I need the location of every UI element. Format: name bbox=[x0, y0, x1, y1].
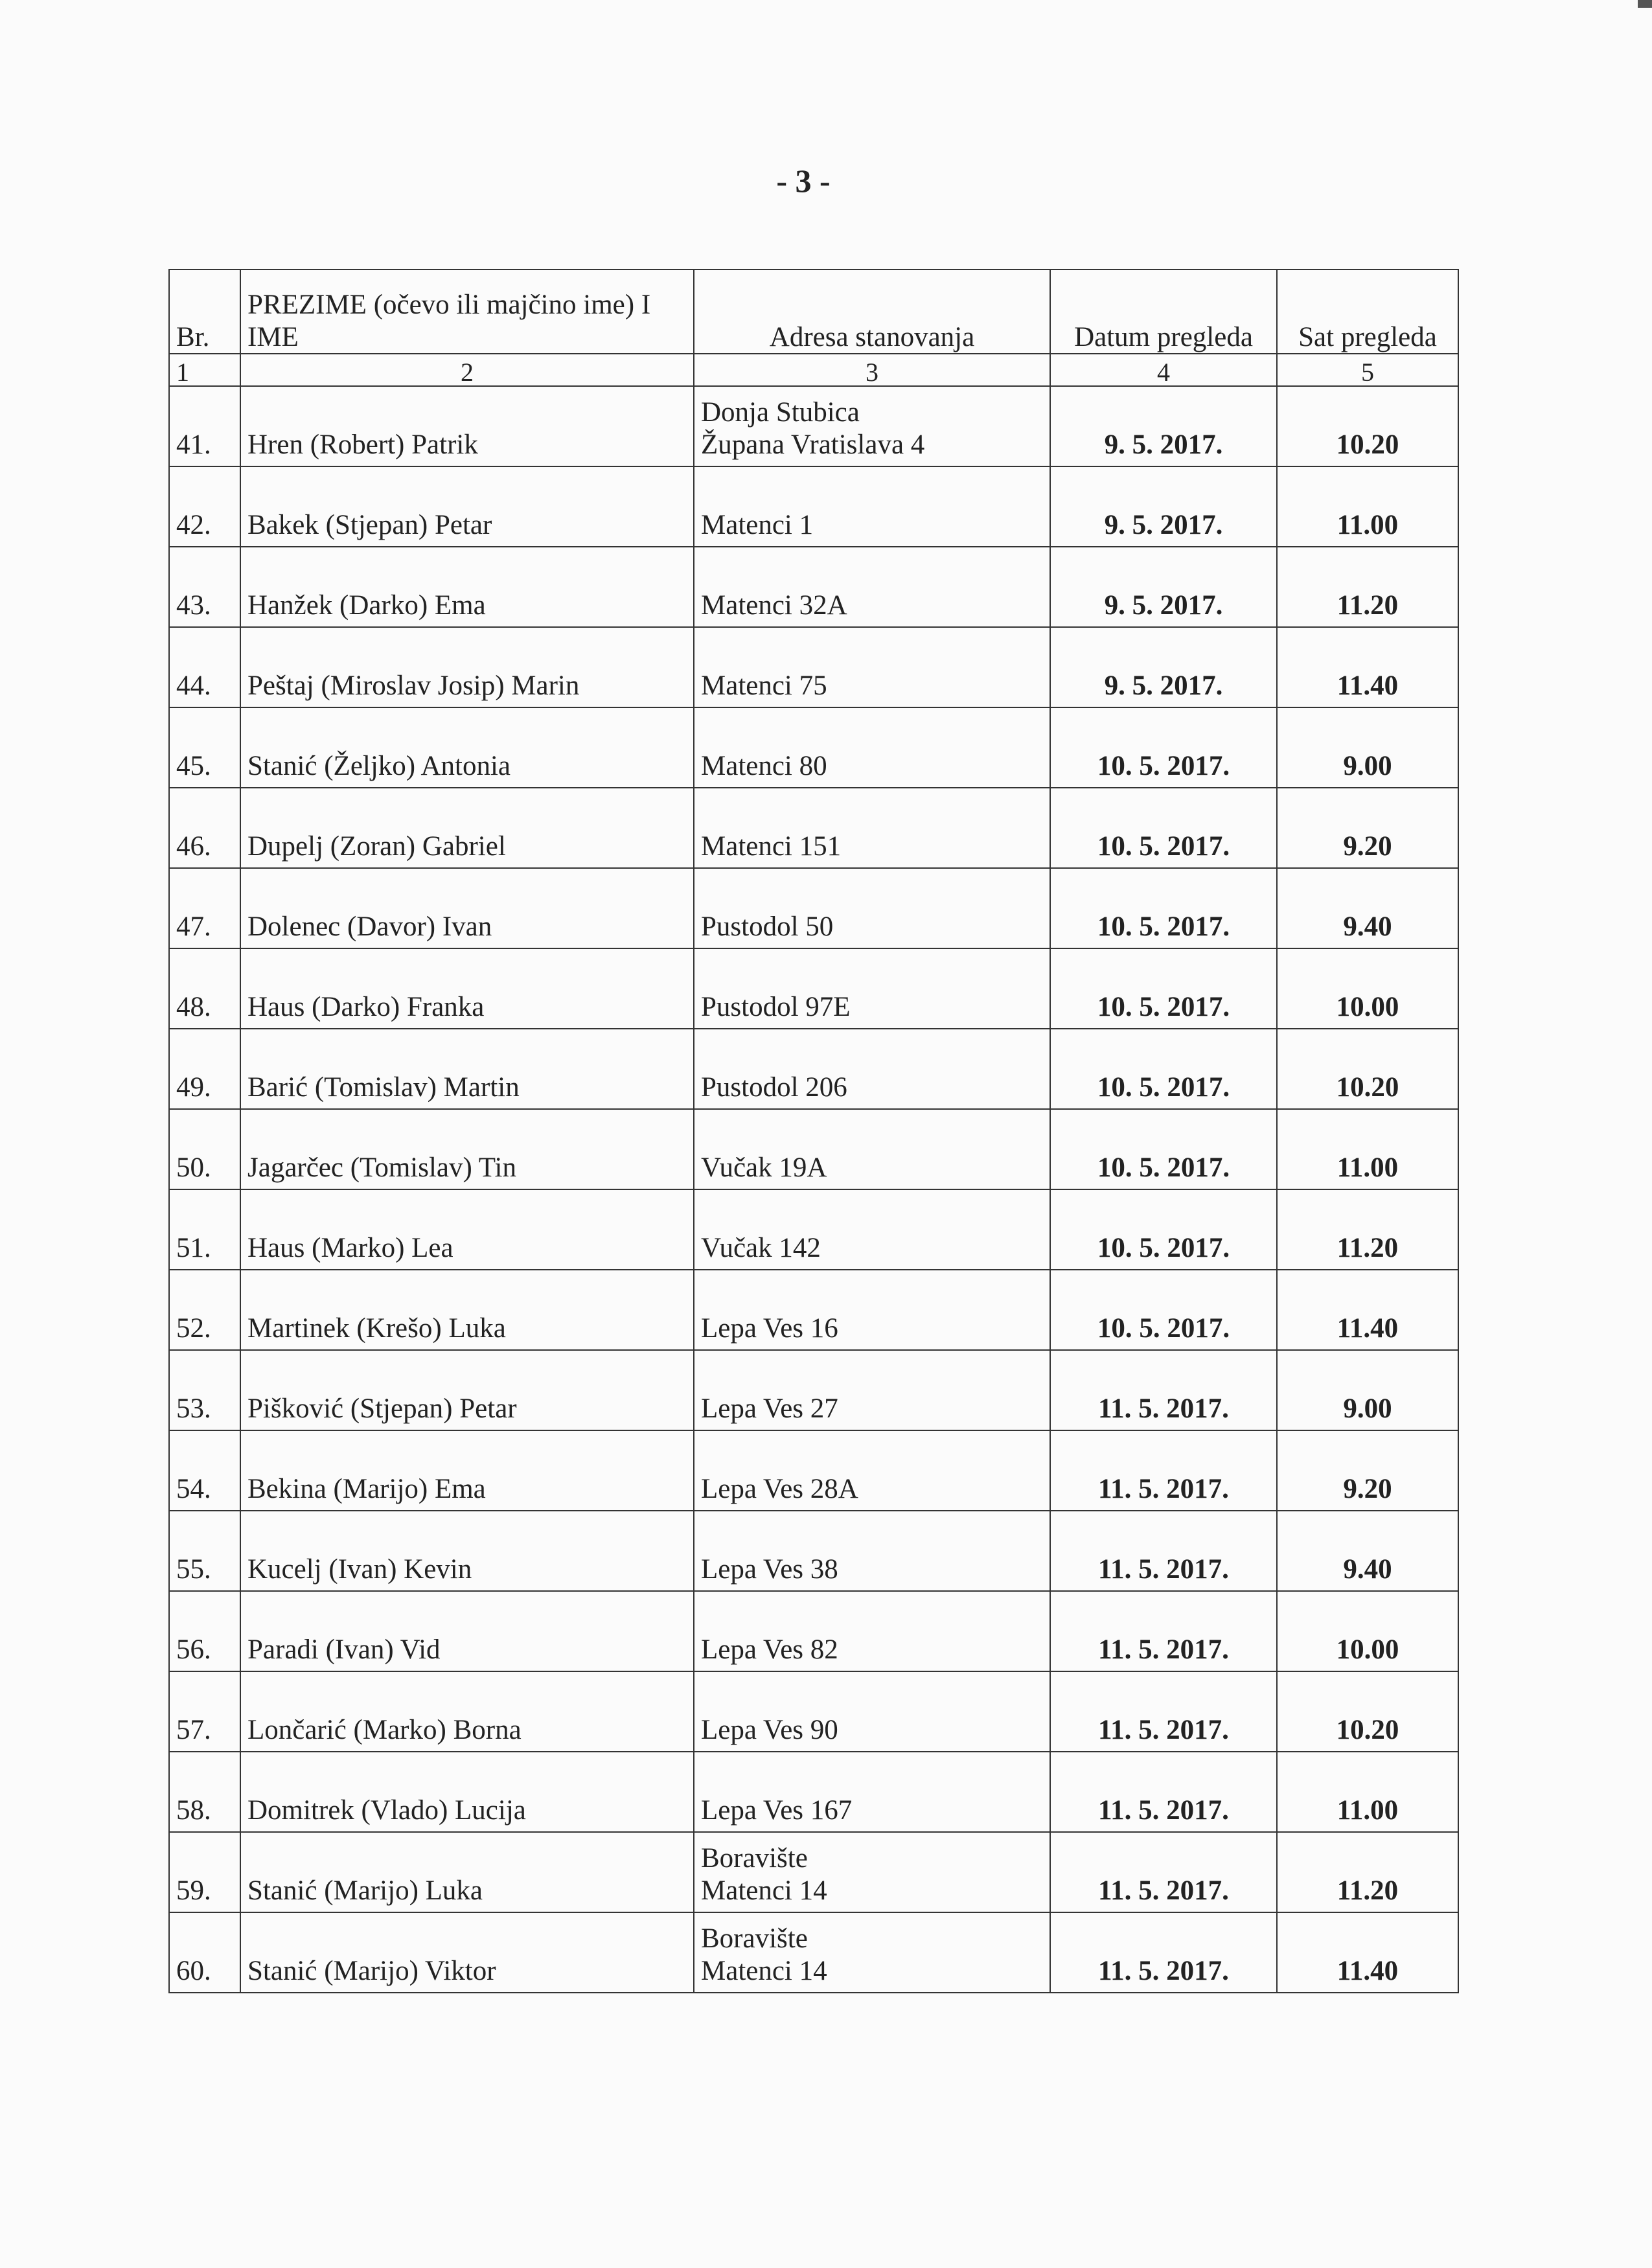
row-number: 60. bbox=[169, 1912, 240, 1993]
row-number: 51. bbox=[169, 1189, 240, 1270]
address-line: Matenci 32A bbox=[701, 590, 847, 621]
row-date: 9. 5. 2017. bbox=[1050, 386, 1277, 466]
row-time: 10.20 bbox=[1277, 386, 1458, 466]
row-address bbox=[694, 707, 1050, 788]
column-number-row bbox=[169, 354, 1458, 386]
page-number: - 3 - bbox=[776, 163, 831, 199]
row-number: 46. bbox=[169, 788, 240, 868]
row-date: 11. 5. 2017. bbox=[1050, 1350, 1277, 1430]
row-name: Stanić (Željko) Antonia bbox=[240, 707, 694, 788]
row-time: 11.00 bbox=[1277, 1109, 1458, 1189]
header-time: Sat pregleda bbox=[1277, 269, 1458, 354]
row-name: Bekina (Marijo) Ema bbox=[240, 1430, 694, 1511]
row-address bbox=[694, 1752, 1050, 1832]
row-time: 10.20 bbox=[1277, 1671, 1458, 1752]
row-time: 11.00 bbox=[1277, 466, 1458, 547]
row-date: 10. 5. 2017. bbox=[1050, 788, 1277, 868]
row-time: 11.00 bbox=[1277, 1752, 1458, 1832]
row-name: Paradi (Ivan) Vid bbox=[240, 1591, 694, 1671]
column-number: 5 bbox=[1277, 354, 1458, 386]
row-name: Kucelj (Ivan) Kevin bbox=[240, 1511, 694, 1591]
row-name: Domitrek (Vlado) Lucija bbox=[240, 1752, 694, 1832]
address-line: Donja Stubica bbox=[701, 397, 860, 428]
row-address bbox=[694, 948, 1050, 1029]
row-time: 9.00 bbox=[1277, 1350, 1458, 1430]
address-line: Lepa Ves 16 bbox=[701, 1312, 838, 1344]
address-line: Lepa Ves 28A bbox=[701, 1473, 858, 1504]
address-line: Lepa Ves 82 bbox=[701, 1634, 838, 1665]
row-number: 47. bbox=[169, 868, 240, 948]
row-address bbox=[694, 386, 1050, 466]
row-address bbox=[694, 1189, 1050, 1270]
row-time: 10.00 bbox=[1277, 948, 1458, 1029]
row-name: Bakek (Stjepan) Petar bbox=[240, 466, 694, 547]
table-row bbox=[169, 1430, 1458, 1511]
table-row bbox=[169, 788, 1458, 868]
address-line: Matenci 14 bbox=[701, 1875, 827, 1906]
row-date: 11. 5. 2017. bbox=[1050, 1832, 1277, 1912]
address-line: Boravište bbox=[701, 1923, 808, 1954]
address-line: Vučak 19A bbox=[701, 1152, 827, 1183]
header-name: PREZIME (očevo ili majčino ime) I IME bbox=[240, 269, 694, 354]
exam-schedule-table bbox=[168, 269, 1459, 1993]
row-address bbox=[694, 1832, 1050, 1912]
row-name: Barić (Tomislav) Martin bbox=[240, 1029, 694, 1109]
row-address bbox=[694, 1270, 1050, 1350]
row-number: 42. bbox=[169, 466, 240, 547]
row-number: 56. bbox=[169, 1591, 240, 1671]
row-time: 9.20 bbox=[1277, 788, 1458, 868]
row-address bbox=[694, 1430, 1050, 1511]
row-date: 9. 5. 2017. bbox=[1050, 627, 1277, 707]
table-row bbox=[169, 1109, 1458, 1189]
table-row bbox=[169, 547, 1458, 627]
address-line: Pustodol 206 bbox=[701, 1071, 847, 1103]
header-date: Datum pregleda bbox=[1050, 269, 1277, 354]
row-date: 10. 5. 2017. bbox=[1050, 868, 1277, 948]
header-br: Br. bbox=[169, 269, 240, 354]
row-number: 59. bbox=[169, 1832, 240, 1912]
row-name: Haus (Marko) Lea bbox=[240, 1189, 694, 1270]
row-name: Jagarčec (Tomislav) Tin bbox=[240, 1109, 694, 1189]
table-row bbox=[169, 948, 1458, 1029]
address-line: Matenci 1 bbox=[701, 509, 814, 540]
table-header-row bbox=[169, 269, 1458, 354]
row-name: Peštaj (Miroslav Josip) Marin bbox=[240, 627, 694, 707]
row-date: 11. 5. 2017. bbox=[1050, 1511, 1277, 1591]
row-name: Martinek (Krešo) Luka bbox=[240, 1270, 694, 1350]
row-address bbox=[694, 1109, 1050, 1189]
row-time: 10.00 bbox=[1277, 1591, 1458, 1671]
row-number: 52. bbox=[169, 1270, 240, 1350]
row-number: 58. bbox=[169, 1752, 240, 1832]
row-date: 10. 5. 2017. bbox=[1050, 1109, 1277, 1189]
row-name: Lončarić (Marko) Borna bbox=[240, 1671, 694, 1752]
address-line: Lepa Ves 167 bbox=[701, 1794, 853, 1826]
row-time: 11.20 bbox=[1277, 547, 1458, 627]
row-date: 11. 5. 2017. bbox=[1050, 1671, 1277, 1752]
row-number: 57. bbox=[169, 1671, 240, 1752]
address-line: Lepa Ves 90 bbox=[701, 1714, 838, 1745]
address-line: Matenci 75 bbox=[701, 670, 827, 701]
row-name: Stanić (Marijo) Viktor bbox=[240, 1912, 694, 1993]
table-row bbox=[169, 627, 1458, 707]
address-line: Lepa Ves 38 bbox=[701, 1553, 838, 1585]
row-time: 10.20 bbox=[1277, 1029, 1458, 1109]
row-time: 11.40 bbox=[1277, 1912, 1458, 1993]
row-name: Dupelj (Zoran) Gabriel bbox=[240, 788, 694, 868]
row-time: 9.00 bbox=[1277, 707, 1458, 788]
table-row bbox=[169, 1270, 1458, 1350]
row-address bbox=[694, 1671, 1050, 1752]
row-number: 45. bbox=[169, 707, 240, 788]
row-name: Dolenec (Davor) Ivan bbox=[240, 868, 694, 948]
row-date: 11. 5. 2017. bbox=[1050, 1430, 1277, 1511]
row-address bbox=[694, 788, 1050, 868]
row-time: 11.20 bbox=[1277, 1189, 1458, 1270]
table-row bbox=[169, 1591, 1458, 1671]
row-number: 43. bbox=[169, 547, 240, 627]
column-number: 4 bbox=[1050, 354, 1277, 386]
table-row bbox=[169, 1511, 1458, 1591]
row-name: Stanić (Marijo) Luka bbox=[240, 1832, 694, 1912]
row-date: 10. 5. 2017. bbox=[1050, 1029, 1277, 1109]
address-line: Matenci 80 bbox=[701, 750, 827, 781]
row-name: Haus (Darko) Franka bbox=[240, 948, 694, 1029]
row-date: 9. 5. 2017. bbox=[1050, 547, 1277, 627]
row-number: 41. bbox=[169, 386, 240, 466]
column-number: 1 bbox=[169, 354, 240, 386]
address-line: Lepa Ves 27 bbox=[701, 1393, 838, 1424]
row-date: 10. 5. 2017. bbox=[1050, 1189, 1277, 1270]
row-date: 11. 5. 2017. bbox=[1050, 1752, 1277, 1832]
row-number: 48. bbox=[169, 948, 240, 1029]
row-name: Hren (Robert) Patrik bbox=[240, 386, 694, 466]
address-line: Pustodol 97E bbox=[701, 991, 851, 1022]
table-row bbox=[169, 1671, 1458, 1752]
scan-corner-mark bbox=[1638, 0, 1652, 8]
table-row bbox=[169, 1832, 1458, 1912]
row-address bbox=[694, 1511, 1050, 1591]
table-row bbox=[169, 1752, 1458, 1832]
address-line: Boravište bbox=[701, 1843, 808, 1874]
table-row bbox=[169, 1912, 1458, 1993]
row-number: 44. bbox=[169, 627, 240, 707]
row-date: 10. 5. 2017. bbox=[1050, 1270, 1277, 1350]
table-row bbox=[169, 386, 1458, 466]
row-time: 9.40 bbox=[1277, 1511, 1458, 1591]
table-row bbox=[169, 707, 1458, 788]
row-address bbox=[694, 1912, 1050, 1993]
row-time: 9.40 bbox=[1277, 868, 1458, 948]
row-date: 9. 5. 2017. bbox=[1050, 466, 1277, 547]
header-address: Adresa stanovanja bbox=[694, 269, 1050, 354]
row-number: 53. bbox=[169, 1350, 240, 1430]
row-time: 9.20 bbox=[1277, 1430, 1458, 1511]
row-date: 11. 5. 2017. bbox=[1050, 1912, 1277, 1993]
address-line: Vučak 142 bbox=[701, 1232, 821, 1263]
row-address bbox=[694, 1350, 1050, 1430]
row-date: 10. 5. 2017. bbox=[1050, 707, 1277, 788]
row-time: 11.40 bbox=[1277, 1270, 1458, 1350]
address-line: Matenci 151 bbox=[701, 830, 842, 862]
row-address bbox=[694, 627, 1050, 707]
table-row bbox=[169, 1189, 1458, 1270]
address-line: Pustodol 50 bbox=[701, 911, 834, 942]
row-date: 10. 5. 2017. bbox=[1050, 948, 1277, 1029]
row-address bbox=[694, 547, 1050, 627]
column-number: 3 bbox=[694, 354, 1050, 386]
address-line: Župana Vratislava 4 bbox=[701, 429, 925, 460]
row-number: 54. bbox=[169, 1430, 240, 1511]
row-name: Pišković (Stjepan) Petar bbox=[240, 1350, 694, 1430]
row-number: 50. bbox=[169, 1109, 240, 1189]
row-time: 11.40 bbox=[1277, 627, 1458, 707]
row-address bbox=[694, 1591, 1050, 1671]
column-number: 2 bbox=[240, 354, 694, 386]
row-address bbox=[694, 868, 1050, 948]
row-date: 11. 5. 2017. bbox=[1050, 1591, 1277, 1671]
row-number: 55. bbox=[169, 1511, 240, 1591]
row-name: Hanžek (Darko) Ema bbox=[240, 547, 694, 627]
row-number: 49. bbox=[169, 1029, 240, 1109]
row-address bbox=[694, 466, 1050, 547]
table-row bbox=[169, 868, 1458, 948]
table-row bbox=[169, 1350, 1458, 1430]
table-row bbox=[169, 1029, 1458, 1109]
address-line: Matenci 14 bbox=[701, 1955, 827, 1986]
row-time: 11.20 bbox=[1277, 1832, 1458, 1912]
row-address bbox=[694, 1029, 1050, 1109]
table-row bbox=[169, 466, 1458, 547]
